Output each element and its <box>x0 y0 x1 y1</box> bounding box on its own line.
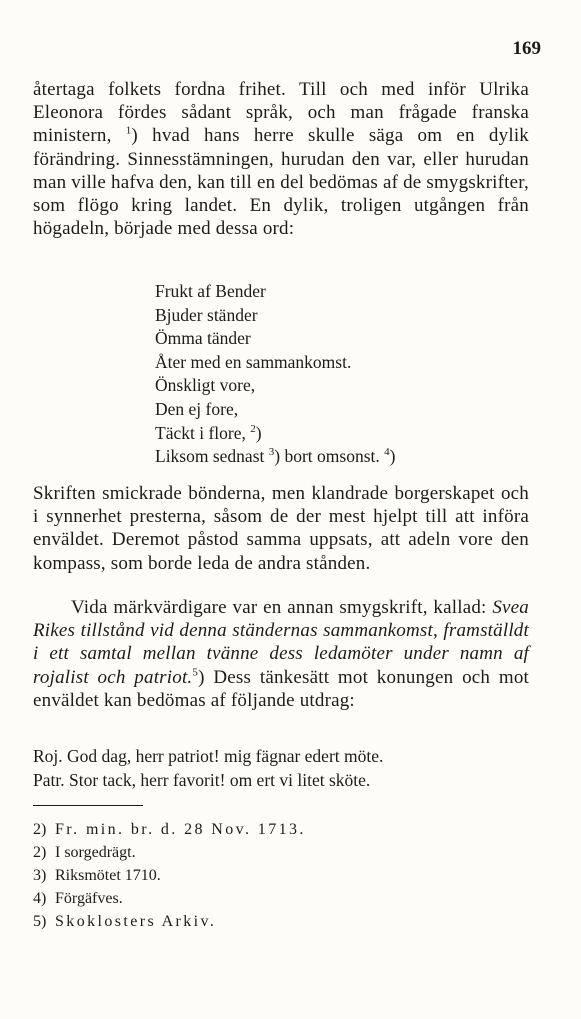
footnote <box>33 841 306 864</box>
paragraph-3-text-b: ) Dess tänkesätt mot konungen och mot enväldet kan bedömas af följande utdrag: <box>33 666 529 711</box>
footnote <box>33 818 306 841</box>
footnote-ref-2: 2 <box>250 422 256 435</box>
footnote-text: Förgäfves. <box>55 890 123 907</box>
poem-line: Den ej fore, <box>155 398 239 419</box>
footnote-mark: 3) <box>33 867 47 884</box>
poem-line: Bjuder ständer <box>155 304 258 325</box>
poem-line-8-text-a: Liksom sednast <box>155 446 265 467</box>
poem-line: Ömma tänder <box>155 328 251 349</box>
footnote-mark: 4) <box>33 890 47 907</box>
poem-line: Önskligt vore, <box>155 375 256 396</box>
footnote <box>33 864 306 887</box>
paragraph-3 <box>33 596 529 712</box>
paragraph-3-text-a: Vida märkvärdigare var en annan smygskrift, kallad: <box>71 597 487 618</box>
poem-line: Täckt i flore, $^2$) <box>155 422 262 443</box>
dialogue <box>33 745 383 792</box>
footnote-text: Riksmötet 1710. <box>55 867 161 884</box>
footnote-mark: 2) <box>33 844 47 861</box>
footnote-divider <box>33 805 143 806</box>
footnote-ref-1: 1 <box>125 125 132 138</box>
paragraph-1 <box>33 78 529 240</box>
dialogue-line: Patr. Stor tack, herr favorit! om ert vi litet sköte. <box>33 769 371 790</box>
pamphlet-title: Svea Rikes tillstånd vid denna ständernas sammankomst, framställdt i ett samtal mellan tvänne dess ledamöter under namn af rojalist och patriot. <box>33 597 529 688</box>
footnote-ref-5: 5 <box>192 666 199 679</box>
poem-line-8-text-b: bort omsonst. <box>284 446 380 467</box>
footnote-mark: 2) <box>33 821 47 838</box>
footnotes <box>33 818 306 933</box>
poem-line: Liksom sednast $^3$) bort omsonst. $^4$) <box>155 446 396 467</box>
footnote-text: I sorgedrägt. <box>55 844 136 861</box>
footnote <box>33 910 306 933</box>
paragraph-1-text-b: ) hvad hans herre skulle säga om en dylik förändring. Sinnesstämningen, hurudan den var, eller hurudan man ville hafva den, kan till en del bedömas af de smygskrifter, som flögo kring landet. En dylik, troligen utgången från högadeln, började med dessa ord: <box>33 125 529 240</box>
dialogue-line: Roj. God dag, herr patriot! mig fägnar edert möte. <box>33 746 384 766</box>
footnote-mark: 5) <box>33 913 47 930</box>
poem-line-7-text: Täckt i flore, <box>155 422 246 443</box>
paragraph-2: Skriften smickrade bönderna, men klandrade borgerskapet och i synnerhet presterna, såsom de der mest hjelpt till att införa enväldet. Deremot påstod samma uppsats, att adeln vore den kompass, som borde leda de andra stånden. <box>33 483 529 574</box>
footnote <box>33 887 306 910</box>
poem-line: Frukt af Bender <box>155 281 266 301</box>
poem-line: Åter med en sammankomst. <box>155 351 352 372</box>
footnote-ref-4: 4 <box>384 446 390 459</box>
paragraph-1-text-a: återtaga folkets fordna frihet. Till och med inför Ulrika Eleonora fördes sådant språk, och man frågade franska ministern, <box>33 79 529 147</box>
page-number: 169 <box>512 38 541 59</box>
footnote-ref-3: 3 <box>268 446 275 459</box>
poem <box>155 280 395 469</box>
footnote-text: Fr. min. br. d. 28 Nov. 1713. <box>55 821 306 838</box>
footnote-text: Skoklosters Arkiv. <box>55 913 217 930</box>
